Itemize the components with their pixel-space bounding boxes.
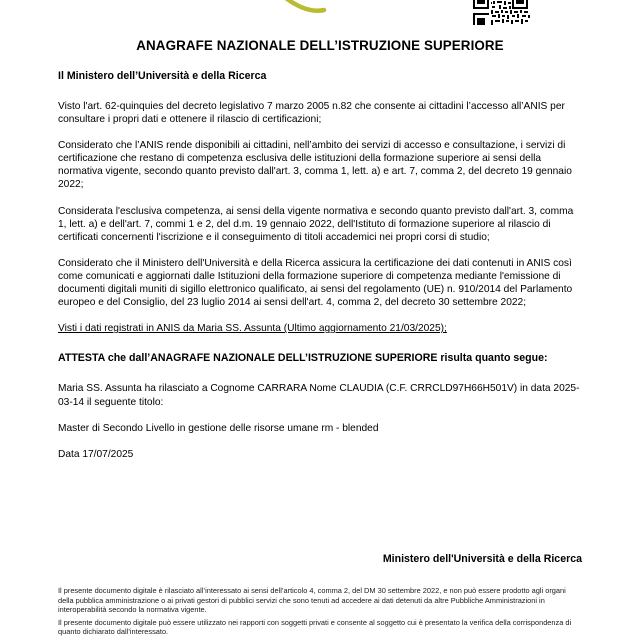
qr-code-icon	[471, 0, 530, 25]
footer-notice-2: Il presente documento digitale può essere utilizzato nei rapporti con soggetti privati e consente al soggetto cui è presentato la verifica della corrispondenza di quanto dichiarato dall’interessato.	[58, 617, 572, 637]
registered-data-line: Visti i dati registrati in ANIS da Maria SS. Assunta (Ultimo aggiornamento 21/03/2025);	[58, 323, 447, 335]
recital-paragraph-4: Considerato che il Ministero dell'Università e della Ricerca assicura la certificazione dei dati contenuti in ANIS così come comunicati e aggiornati dalle Istituzioni della formazione superiore di competenza mediante l'emissione di documenti digitali muniti di sigillo elettronico qualificato, ai sensi del regolamento (UE) n. 910/2014 del Parlamento europeo e del Consiglio, del 23 luglio 2014 ai sensi dell'art. 4, comma 2, del decreto 30 settembre 2022;	[58, 257, 573, 309]
issue-date: Data 17/07/2025	[58, 448, 134, 460]
ministry-subtitle: Il Ministero dell’Università e della Ricerca	[58, 70, 267, 82]
footer-notice-1: Il presente documento digitale è rilasciato all’interessato ai sensi dell’articolo 4, comma 2, del DM 30 settembre 2022, e non può essere prodotto agli organi della pubblica amministrazione o ai privati gestori di pubblici servizi che sono tenuti ad accedere ai dati detenuti da altre Pubbliche Amministrazioni in interoperabilità secondo la normativa vigente.	[58, 586, 566, 615]
document-header	[0, 0, 640, 30]
attestation-heading: ATTESTA che dall’ANAGRAFE NAZIONALE DELL’ISTRUZIONE SUPERIORE risulta quanto segue:	[58, 352, 548, 365]
document-body	[58, 70, 582, 474]
page-title: ANAGRAFE NAZIONALE DELL’ISTRUZIONE SUPERIORE	[136, 38, 504, 53]
declaration-text: Maria SS. Assunta ha rilasciato a Cognome CARRARA Nome CLAUDIA (C.F. CRRCLD97H66H501V) in data 2025-03-14 il seguente titolo:	[58, 383, 580, 408]
legal-footer	[58, 586, 582, 637]
recital-paragraph-2: Considerato che l’ANIS rende disponibili ai cittadini, nell’ambito dei servizi di accesso e consultazione, i servizi di certificazione che restano di competenza esclusiva delle istituzioni della formazione superiore ai sensi della normativa vigente, secondo quanto previsto dall'art. 3, comma 1, lett. a) e art. 7, comma 2, del decreto 19 gennaio 2022;	[58, 140, 572, 191]
recital-paragraph-3: Considerata l'esclusiva competenza, ai sensi della vigente normativa e secondo quanto previsto dall'art. 3, comma 1, lett. a) e dell'art. 7, commi 1 e 2, del d.m. 19 gennaio 2022, dell'Istituto di formazione superiore al rilascio di certificati concernenti l'iscrizione e il conseguimento di titoli accademici nei propri corsi di studio;	[58, 205, 574, 243]
recital-paragraph-1: Visto l'art. 62-quinquies del decreto legislativo 7 marzo 2005 n.82 che consente ai cittadini l’accesso all’ANIS per consultare i propri dati e ottenere il rilascio di certificazioni;	[58, 101, 565, 126]
awarded-title: Master di Secondo Livello in gestione delle risorse umane rm - blended	[58, 422, 379, 434]
arc-logo-icon	[258, 0, 328, 14]
signature-authority: Ministero dell'Università e della Ricerca	[382, 553, 582, 565]
